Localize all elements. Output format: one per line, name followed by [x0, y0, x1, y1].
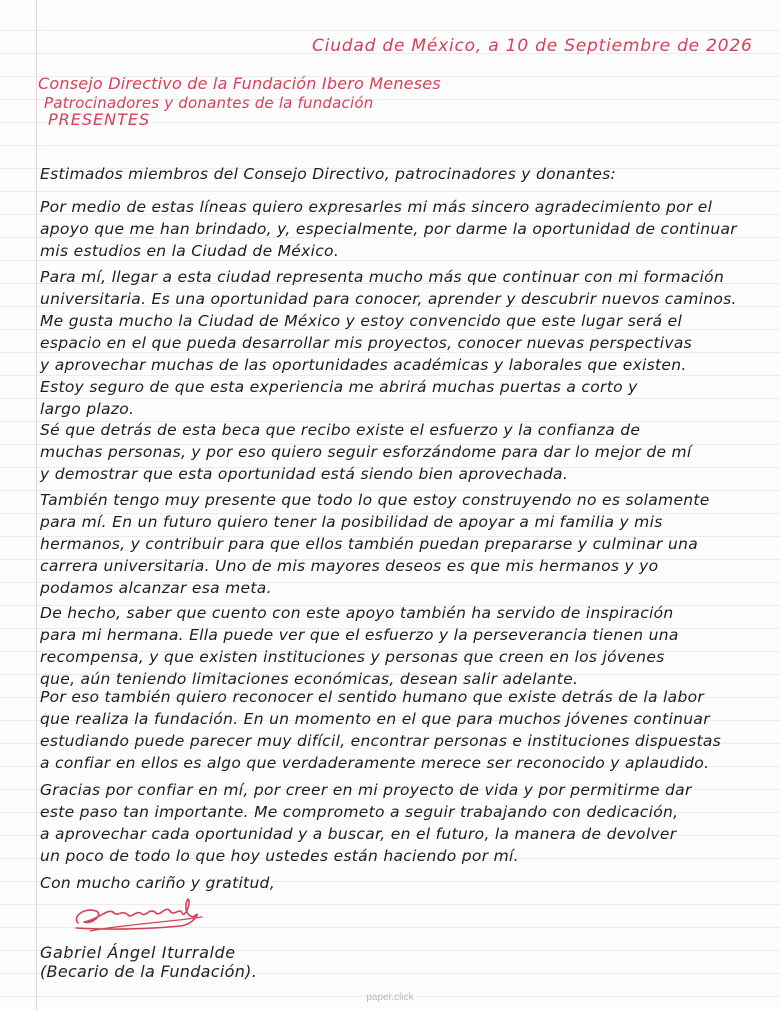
paragraph-line: que realiza la fundación. En un momento en el que para muchos jóvenes continuar: [40, 710, 710, 728]
recipient-presentes: PRESENTES: [48, 110, 151, 129]
paragraph-5: [40, 602, 740, 690]
paragraph-4: [40, 489, 740, 599]
paragraph-line: Sé que detrás de esta beca que recibo existe el esfuerzo y la confianza de: [40, 421, 641, 439]
paragraph-line: De hecho, saber que cuento con este apoyo también ha servido de inspiración: [40, 604, 674, 622]
paragraph-line: estudiando puede parecer muy difícil, encontrar personas e instituciones dispuestas: [40, 732, 721, 750]
greeting: [40, 163, 740, 185]
footer-watermark: paper.click: [366, 992, 414, 1003]
paragraph-line: hermanos, y contribuir para que ellos también puedan prepararse y culminar una: [40, 535, 698, 553]
paragraph-line: para mi hermana. Ella puede ver que el esfuerzo y la perseverancia tienen una: [40, 626, 679, 644]
paragraph-line: y aprovechar muchas de las oportunidades académicas y laborales que existen.: [40, 356, 687, 374]
greeting-line: Estimados miembros del Consejo Directivo, patrocinadores y donantes:: [40, 165, 617, 183]
paragraph-line: Gracias por confiar en mí, por creer en mi proyecto de vida y por permitirme dar: [40, 781, 692, 799]
paragraph-line: mis estudios en la Ciudad de México.: [40, 242, 340, 260]
paragraph-7: [40, 779, 740, 867]
paragraph-line: Por medio de estas líneas quiero expresarles mi más sincero agradecimiento por el: [40, 198, 713, 216]
paragraph-6: [40, 686, 740, 774]
closing: [40, 872, 740, 894]
paragraph-line: Estoy seguro de que esta experiencia me abrirá muchas puertas a corto y: [40, 378, 638, 396]
paragraph-line: para mí. En un futuro quiero tener la posibilidad de apoyar a mi familia y mis: [40, 513, 663, 531]
paragraph-line: Para mí, llegar a esta ciudad representa mucho más que continuar con mi formación: [40, 268, 725, 286]
paragraph-1: [40, 196, 740, 262]
paragraph-line: universitaria. Es una oportunidad para conocer, aprender y descubrir nuevos caminos.: [40, 290, 737, 308]
paragraph-line: espacio en el que pueda desarrollar mis proyectos, conocer nuevas perspectivas: [40, 334, 693, 352]
paragraph-line: apoyo que me han brindado, y, especialmente, por darme la oportunidad de continuar: [40, 220, 737, 238]
paragraph-line: y demostrar que esta oportunidad está siendo bien aprovechada.: [40, 465, 569, 483]
paragraph-2: [40, 266, 740, 420]
paragraph-line: carrera universitaria. Uno de mis mayores deseos es que mis hermanos y yo: [40, 557, 659, 575]
paragraph-3: [40, 419, 740, 485]
paragraph-line: un poco de todo lo que hoy ustedes están haciendo por mí.: [40, 847, 519, 865]
paragraph-line: muchas personas, y por eso quiero seguir esforzándome para dar lo mejor de mí: [40, 443, 692, 461]
paragraph-line: podamos alcanzar esa meta.: [40, 579, 272, 597]
letter-date: Ciudad de México, a 10 de Septiembre de 2026: [312, 36, 753, 56]
paragraph-line: a aprovechar cada oportunidad y a buscar, en el futuro, la manera de devolver: [40, 825, 677, 843]
paragraph-line: recompensa, y que existen instituciones y personas que creen en los jóvenes: [40, 648, 665, 666]
closing-line: Con mucho cariño y gratitud,: [40, 874, 275, 892]
paragraph-line: este paso tan importante. Me comprometo a seguir trabajando con dedicación,: [40, 803, 679, 821]
handwritten-signature: [70, 895, 210, 935]
paragraph-line: Por eso también quiero reconocer el sentido humano que existe detrás de la labor: [40, 688, 705, 706]
signer-name: Gabriel Ángel Iturralde: [40, 943, 236, 962]
signer-role: (Becario de la Fundación).: [40, 962, 258, 981]
recipient-sponsors: Patrocinadores y donantes de la fundación: [44, 94, 374, 112]
paragraph-line: largo plazo.: [40, 400, 135, 418]
recipient-council: Consejo Directivo de la Fundación Ibero Meneses: [38, 74, 441, 93]
paragraph-line: que, aún teniendo limitaciones económicas, desean salir adelante.: [40, 670, 579, 688]
paragraph-line: Me gusta mucho la Ciudad de México y estoy convencido que este lugar será el: [40, 312, 683, 330]
paragraph-line: También tengo muy presente que todo lo que estoy construyendo no es solamente: [40, 491, 710, 509]
paragraph-line: a confiar en ellos es algo que verdaderamente merece ser reconocido y aplaudido.: [40, 754, 710, 772]
